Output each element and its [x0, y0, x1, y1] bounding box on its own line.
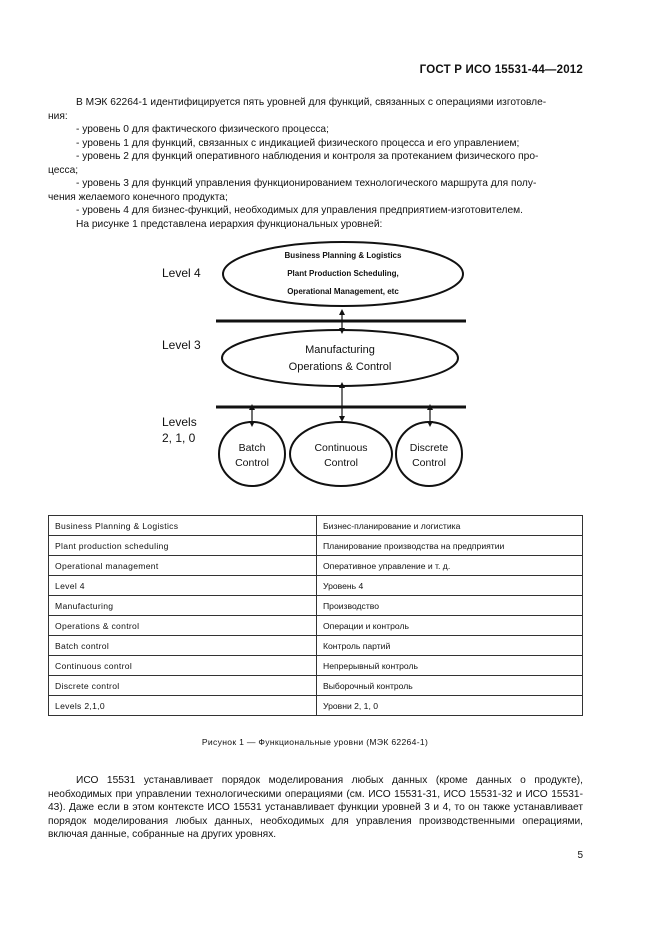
closing-paragraph: ИСО 15531 устанавливает порядок моделирования любых данных (кроме данных о продукте), необходимых при управлении технологическими операциями (см. ИСО 15531-31, ИСО 15531-32 и ИСО 15531-43). Даже если в этом контексте ИСО 15531 устанавливает функции уровней 3 и 4, то он также устанавливает порядок моделирования любых данных, необходимых для управления производственными операциями, включая данные, собранные на других уровнях.	[48, 775, 583, 840]
term-en: Manufacturing	[49, 596, 317, 616]
list-item-level2-cont: цесса;	[48, 164, 79, 176]
term-ru: Выборочный контроль	[317, 676, 583, 696]
term-en: Discrete control	[49, 676, 317, 696]
term-ru: Планирование производства на предприятии	[317, 536, 583, 556]
list-item-level3: - уровень 3 для функций управления функционированием технологического маршрута для полу-	[76, 178, 537, 189]
top-ellipse-line: Plant Production Scheduling,	[287, 269, 399, 278]
document-header: ГОСТ Р ИСО 15531-44—2012	[419, 64, 583, 76]
batch-control-ellipse	[219, 422, 285, 486]
term-ru: Контроль партий	[317, 636, 583, 656]
term-en: Plant production scheduling	[49, 536, 317, 556]
term-ru: Непрерывный контроль	[317, 656, 583, 676]
continuous-line: Continuous	[314, 442, 368, 454]
term-ru: Оперативное управление и т. д.	[317, 556, 583, 576]
list-item-level3-cont: чения желаемого конечного продукта;	[48, 191, 228, 203]
intro-line: ния:	[48, 110, 68, 122]
mid-ellipse-line: Manufacturing	[305, 344, 375, 356]
mid-ellipse-line: Operations & Control	[288, 361, 392, 373]
table-row	[49, 536, 583, 556]
levels-label: Levels	[162, 415, 197, 429]
table-row	[49, 556, 583, 576]
term-en: Business Planning & Logistics	[49, 516, 317, 536]
term-ru: Операции и контроль	[317, 616, 583, 636]
table-row	[49, 636, 583, 656]
list-item-level1: - уровень 1 для функций, связанных с индикацией физического процесса и его управлением;	[76, 137, 520, 149]
level3-label: Level 3	[162, 338, 201, 352]
table-row	[49, 576, 583, 596]
term-en: Continuous control	[49, 656, 317, 676]
term-ru: Уровни 2, 1, 0	[317, 696, 583, 716]
table-row	[49, 696, 583, 716]
table-row	[49, 656, 583, 676]
figure-caption: Рисунок 1 — Функциональные уровни (МЭК 62264-1)	[201, 737, 429, 747]
list-item-level2: - уровень 2 для функций оперативного наблюдения и контроля за протеканием физического про-	[76, 151, 539, 162]
table-row	[49, 516, 583, 536]
term-ru: Уровень 4	[317, 576, 583, 596]
intro-paragraph	[48, 96, 583, 231]
levels-numbers-label: 2, 1, 0	[162, 431, 196, 445]
discrete-line: Discrete	[409, 442, 449, 454]
batch-line: Control	[235, 457, 269, 469]
intro-line: В МЭК 62264-1 идентифицируется пять уровней для функций, связанных с операциями изготовле-	[76, 97, 547, 108]
list-item-level0: - уровень 0 для фактического физического процесса;	[76, 124, 329, 135]
term-en: Level 4	[49, 576, 317, 596]
top-ellipse-line: Operational Management, etc	[287, 287, 399, 296]
page-number: 5	[577, 850, 583, 861]
term-ru: Бизнес-планирование и логистика	[317, 516, 583, 536]
discrete-line: Control	[412, 457, 446, 469]
functional-levels-diagram	[140, 232, 480, 492]
batch-line: Batch	[238, 442, 266, 454]
table-row	[49, 596, 583, 616]
table-row	[49, 676, 583, 696]
term-en: Operational management	[49, 556, 317, 576]
discrete-control-ellipse	[396, 422, 462, 486]
term-ru: Производство	[317, 596, 583, 616]
level3-ellipse	[222, 330, 458, 386]
term-en: Operations & control	[49, 616, 317, 636]
term-en: Levels 2,1,0	[49, 696, 317, 716]
terms-table	[48, 515, 583, 716]
figure-intro-line: На рисунке 1 представлена иерархия функциональных уровней:	[76, 218, 383, 230]
list-item-level4: - уровень 4 для бизнес-функций, необходимых для управления предприятием-изготовителем.	[76, 205, 523, 216]
top-ellipse-line: Business Planning & Logistics	[284, 251, 402, 260]
level4-label: Level 4	[162, 266, 201, 280]
continuous-line: Control	[324, 457, 358, 469]
table-row	[49, 616, 583, 636]
continuous-control-ellipse	[290, 422, 392, 486]
term-en: Batch control	[49, 636, 317, 656]
